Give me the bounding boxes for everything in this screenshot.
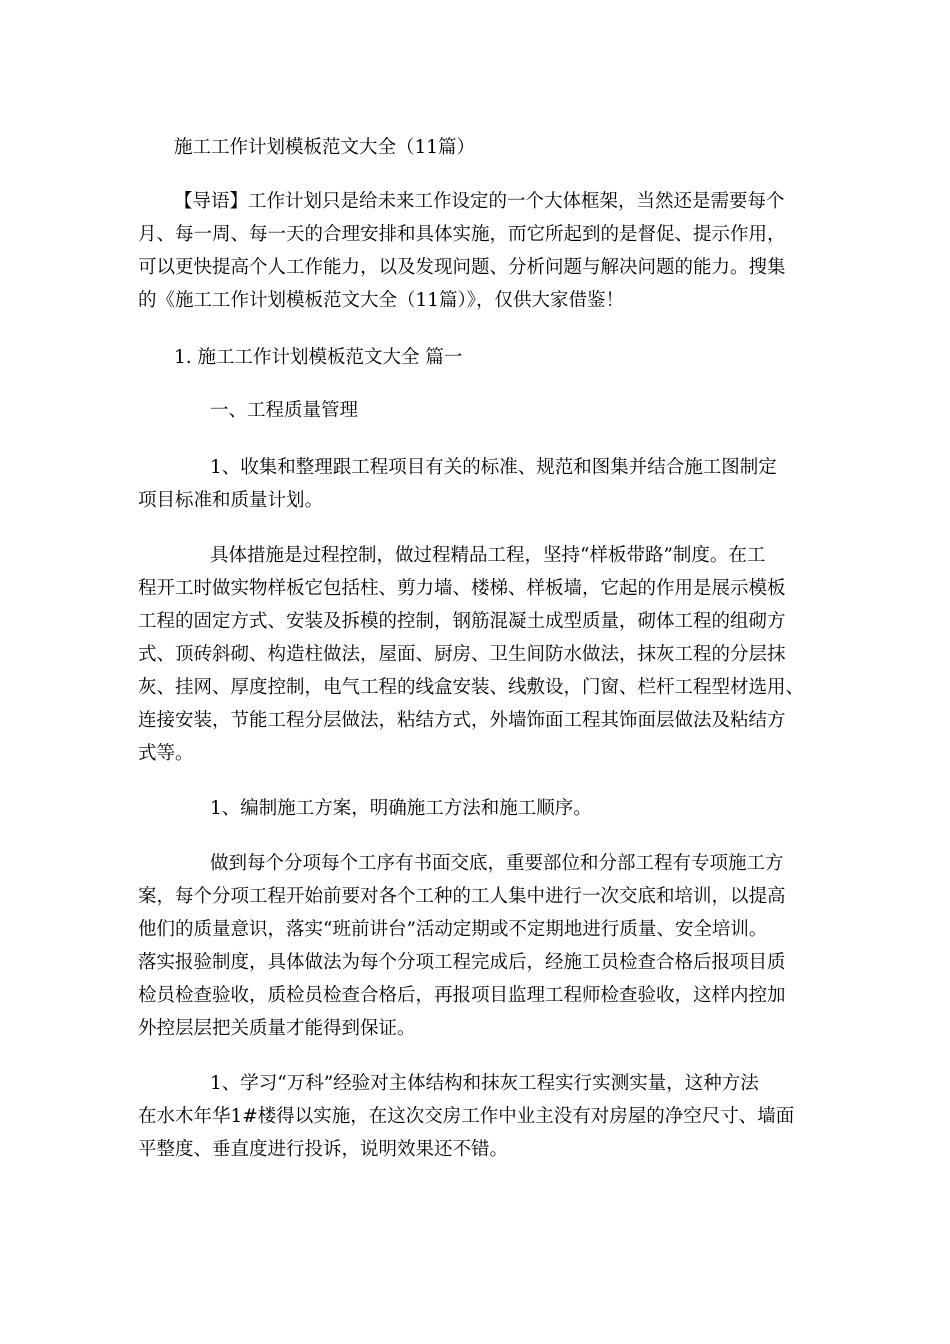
item-line: 1、收集和整理跟工程项目有关的标准、规范和图集并结合施工图制定 — [210, 457, 777, 478]
intro-line: 可以更快提高个人工作能力，以及发现问题、分析问题与解决问题的能力。搜集 — [138, 257, 786, 278]
body-line: 程开工时做实物样板它包括柱、剪力墙、楼梯、样板墙，它起的作用是展示模板 — [138, 578, 786, 599]
intro-line: 月、每一周、每一天的合理安排和具体实施，而它所起到的是督促、提示作用， — [138, 224, 786, 245]
body-line: 落实报验制度，具体做法为每个分项工程完成后，经施工员检查合格后报项目质 — [138, 952, 786, 973]
body-line: 检员检查验收，质检员检查合格后，再报项目监理工程师检查验收，这样内控加 — [138, 985, 786, 1006]
body-line: 式、顶砖斜砌、构造柱做法，屋面、厨房、卫生间防水做法，抹灰工程的分层抹 — [138, 644, 786, 665]
body-line: 工程的固定方式、安装及拆模的控制，钢筋混凝土成型质量，砌体工程的组砌方 — [138, 611, 786, 632]
section-heading: 1. 施工工作计划模板范文大全 篇一 — [174, 347, 463, 368]
item-line: 项目标准和质量计划。 — [138, 490, 324, 511]
body-line: 具体措施是过程控制，做过程精品工程，坚持“样板带路”制度。在工 — [210, 545, 766, 566]
item-line: 平整度、垂直度进行投诉，说明效果还不错。 — [138, 1139, 509, 1160]
body-line: 做到每个分项每个工序有书面交底，重要部位和分部工程有专项施工方 — [210, 853, 784, 874]
subheading: 一、工程质量管理 — [210, 400, 359, 421]
body-line: 他们的质量意识，落实“班前讲台”活动定期或不定期地进行质量、安全培训。 — [138, 919, 768, 940]
item-line: 1、编制施工方案，明确施工方法和施工顺序。 — [210, 798, 592, 819]
body-line: 连接安装，节能工程分层做法，粘结方式，外墙饰面工程其饰面层做法及粘结方 — [138, 710, 786, 731]
body-line: 式等。 — [138, 743, 194, 764]
document-title: 施工工作计划模板范文大全（11篇） — [174, 137, 476, 158]
body-line: 案，每个分项工程开始前要对各个工种的工人集中进行一次交底和培训，以提高 — [138, 886, 786, 907]
body-line: 外控层层把关质量才能得到保证。 — [138, 1018, 416, 1039]
item-line: 1、学习“万科”经验对主体结构和抹灰工程实行实测实量，这种方法 — [210, 1073, 759, 1094]
item-line: 在水木年华1#楼得以实施，在这次交房工作中业主没有对房屋的净空尺寸、墙面 — [138, 1106, 795, 1127]
body-line: 灰、挂网、厚度控制，电气工程的线盒安装、线敷设，门窗、栏杆工程型材选用、 — [138, 677, 805, 698]
intro-line: 的《施工工作计划模板范文大全（11篇）》，仅供大家借鉴！ — [138, 290, 625, 311]
intro-line: 【导语】工作计划只是给未来工作设定的一个大体框架，当然还是需要每个 — [174, 191, 785, 212]
